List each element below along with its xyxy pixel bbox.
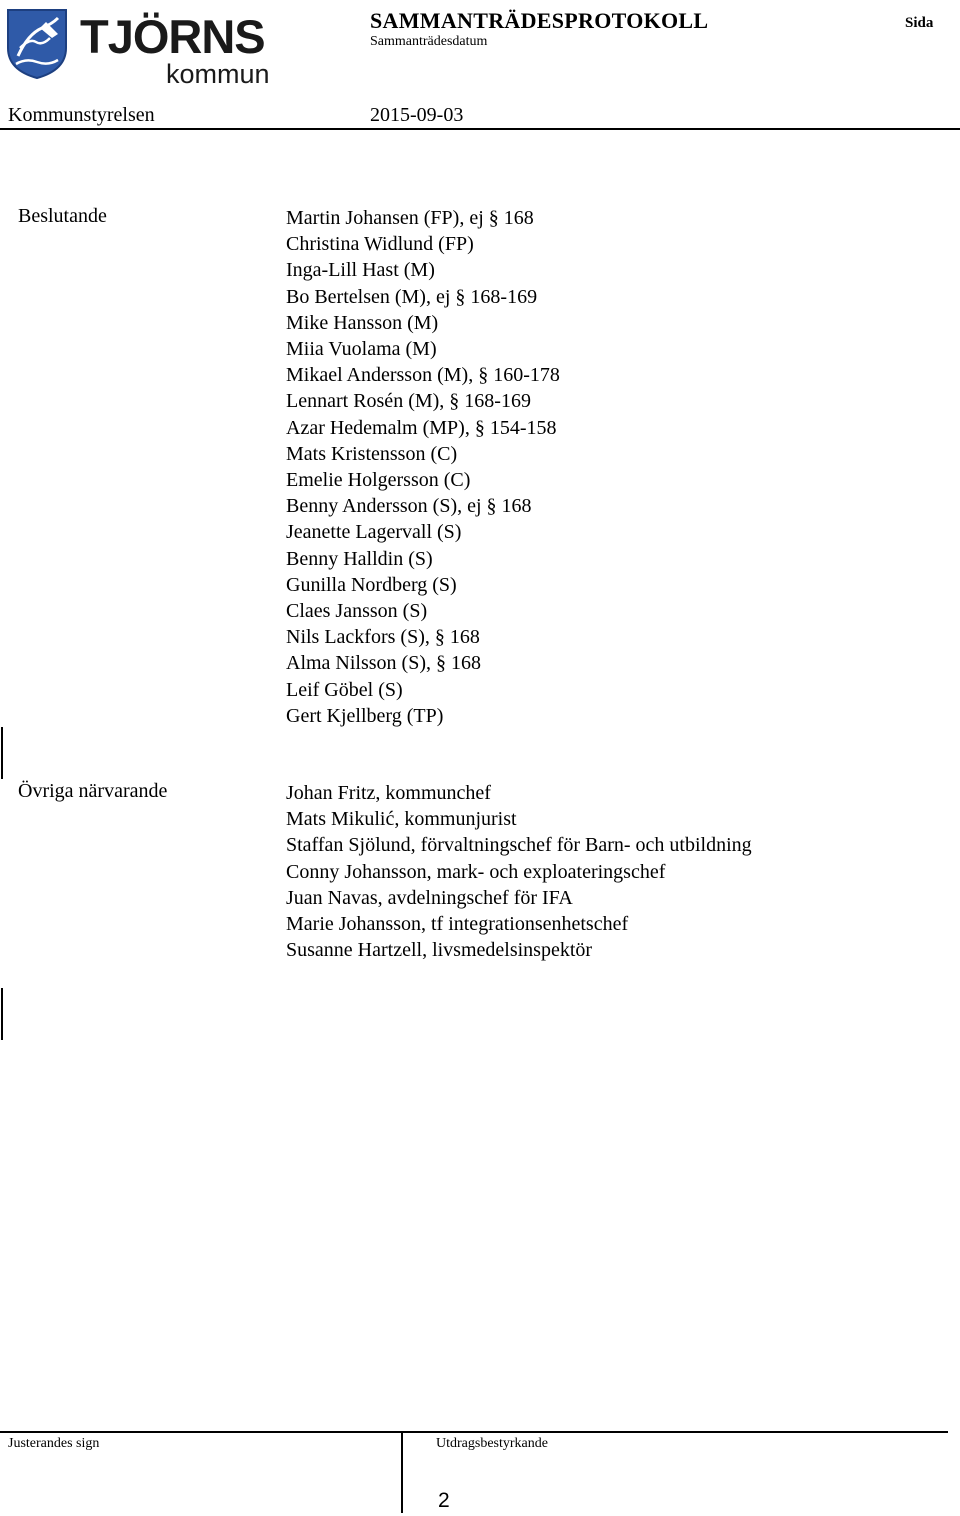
member-item: Bo Bertelsen (M), ej § 168-169 xyxy=(286,285,538,308)
page-number: 2 xyxy=(438,1489,450,1512)
justerandes-sign-label: Justerandes sign xyxy=(8,1436,100,1451)
organ-name: Kommunstyrelsen xyxy=(8,104,155,126)
beslutande-label: Beslutande xyxy=(18,205,107,227)
member-item: Mats Kristensson (C) xyxy=(286,442,458,465)
margin-bar xyxy=(1,988,3,1040)
member-item: Gert Kjellberg (TP) xyxy=(286,704,444,727)
margin-bar xyxy=(1,727,3,779)
member-item: Benny Andersson (S), ej § 168 xyxy=(286,495,532,518)
member-item: Gunilla Nordberg (S) xyxy=(286,573,457,596)
member-item: Christina Widlund (FP) xyxy=(286,233,474,256)
utdragsbestyrkande-label: Utdragsbestyrkande xyxy=(436,1436,548,1451)
ovriga-list xyxy=(286,780,752,963)
ovriga-label: Övriga närvarande xyxy=(18,780,168,802)
beslutande-list xyxy=(286,205,560,729)
attendee-item: Staffan Sjölund, förvaltningschef för Barn- och utbildning xyxy=(286,834,752,857)
member-item: Claes Jansson (S) xyxy=(286,600,428,623)
member-item: Leif Göbel (S) xyxy=(286,678,403,701)
meeting-date: 2015-09-03 xyxy=(370,104,464,126)
municipality-logo xyxy=(6,8,270,89)
header-rule xyxy=(0,128,960,130)
attendee-item: Conny Johansson, mark- och exploateringschef xyxy=(286,860,666,883)
meeting-date-label: Sammanträdesdatum xyxy=(370,34,488,49)
member-item: Benny Halldin (S) xyxy=(286,547,433,570)
member-item: Lennart Rosén (M), § 168-169 xyxy=(286,390,531,413)
attendee-item: Juan Navas, avdelningschef för IFA xyxy=(286,886,573,909)
member-item: Miia Vuolama (M) xyxy=(286,338,437,361)
attendee-item: Mats Mikulić, kommunjurist xyxy=(286,808,517,831)
logo-subtitle: kommun xyxy=(166,59,270,89)
member-item: Alma Nilsson (S), § 168 xyxy=(286,652,481,675)
page-label: Sida xyxy=(905,15,934,31)
attendee-item: Susanne Hartzell, livsmedelsinspektör xyxy=(286,939,593,962)
member-item: Martin Johansen (FP), ej § 168 xyxy=(286,207,534,229)
member-item: Mike Hansson (M) xyxy=(286,311,439,334)
member-item: Mikael Andersson (M), § 160-178 xyxy=(286,364,560,387)
attendee-item: Johan Fritz, kommunchef xyxy=(286,782,491,804)
member-item: Jeanette Lagervall (S) xyxy=(286,521,462,544)
footer-rule xyxy=(0,1431,948,1433)
member-item: Emelie Holgersson (C) xyxy=(286,469,471,492)
member-item: Azar Hedemalm (MP), § 154-158 xyxy=(286,416,557,439)
footer-divider xyxy=(401,1431,403,1513)
logo-wordmark: TJÖRNS xyxy=(80,10,265,63)
coat-of-arms-icon xyxy=(6,8,68,80)
member-item: Nils Lackfors (S), § 168 xyxy=(286,626,480,649)
document-title: SAMMANTRÄDESPROTOKOLL xyxy=(370,8,709,33)
member-item: Inga-Lill Hast (M) xyxy=(286,259,435,282)
attendee-item: Marie Johansson, tf integrationsenhetschef xyxy=(286,913,629,936)
